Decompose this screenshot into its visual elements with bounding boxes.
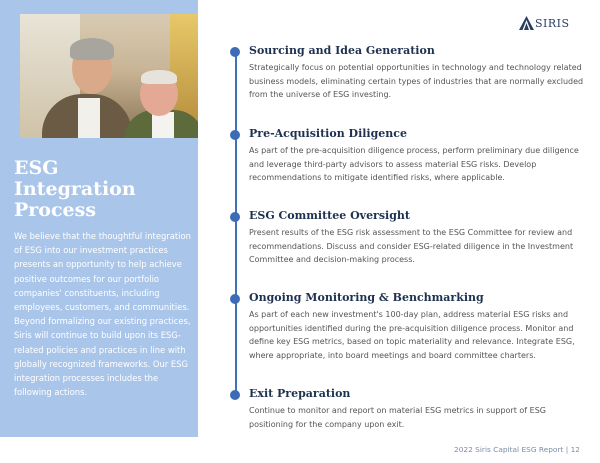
- panel-title: ESG Integration Process: [14, 157, 136, 221]
- timeline-dot: [230, 294, 240, 304]
- step-title: Sourcing and Idea Generation: [249, 44, 435, 57]
- timeline-dot: [230, 47, 240, 57]
- timeline-dot: [230, 390, 240, 400]
- step-description: Strategically focus on potential opportunities in technology and technology related business models, eliminating certain types of industries that are normally excluded from the universe of ESG investing.: [249, 63, 584, 99]
- step-title: Pre-Acquisition Diligence: [249, 127, 407, 140]
- timeline-dot: [230, 130, 240, 140]
- page-footer: 2022 Siris Capital ESG Report | 12: [454, 445, 580, 454]
- step-description: Continue to monitor and report on material ESG metrics in support of ESG positioning for the company upon exit.: [249, 406, 546, 429]
- two-men-smiling-photo: [20, 14, 198, 138]
- panel-body-text: We believe that the thoughtful integration of ESG into our investment practices presents an opportunity to help achieve positive outcomes for our portfolio companies' constituents, including employees, customers, and communities. Beyond formalizing our existing practices, Siris will continue to build upon its ESG-related policies and practices in line with globally recognized frameworks. Our ESG integration processes includes the following actions.: [14, 231, 191, 398]
- step-description: As part of the pre-acquisition diligence process, perform preliminary due diligence and leverage third-party advisors to assess material ESG risks. Develop recommendations to mitigate identified risks, where applicable.: [249, 146, 579, 182]
- logo-text: SIRIS: [535, 17, 570, 30]
- step-description: Present results of the ESG risk assessment to the ESG Committee for review and recommendations. Discuss and consider ESG-related diligence in the Investment Committee and decision-making process.: [249, 228, 574, 264]
- siris-logo: [519, 16, 579, 34]
- timeline-line: [235, 50, 237, 394]
- step-title: Exit Preparation: [249, 387, 351, 400]
- left-panel: [0, 0, 198, 437]
- timeline-dot: [230, 212, 240, 222]
- step-title: Ongoing Monitoring & Benchmarking: [249, 291, 484, 304]
- siris-mountain-icon: [519, 16, 534, 30]
- step-description: As part of each new investment's 100-day plan, address material ESG risks and opportunities identified during the pre-acquisition diligence process. Monitor and define key ESG metrics, based on topic materiality and relevance. Integrate ESG, where appropriate, into board meetings and board committee charters.: [249, 310, 575, 360]
- step-title: ESG Committee Oversight: [249, 209, 410, 222]
